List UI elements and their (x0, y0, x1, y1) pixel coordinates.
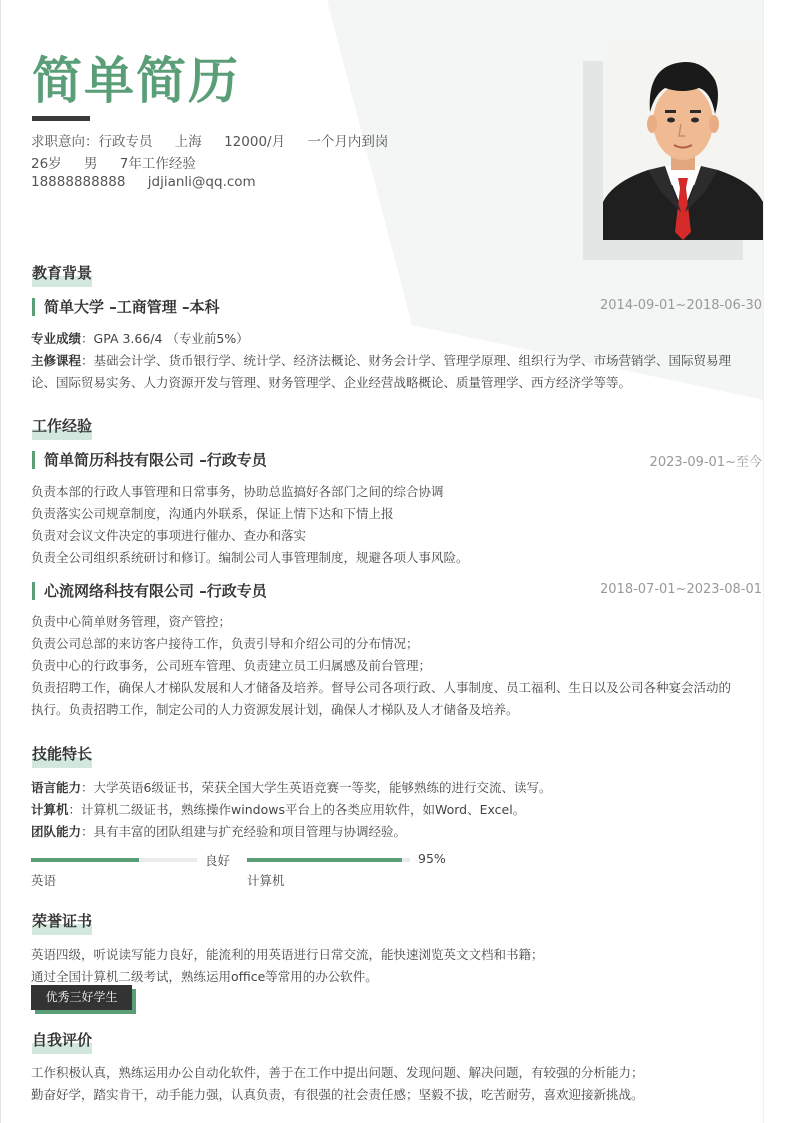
section-title-text: 教育背景 (32, 264, 93, 282)
education-score (31, 328, 762, 350)
list-item: 负责全公司组织系统研讨和修订。编制公司人事管理制度，规避各项人事风险。 (31, 550, 469, 565)
work-duties (31, 611, 762, 721)
city: 上海 (174, 134, 202, 150)
list-item: 执行。负责招聘工作，制定公司的人力资源发展计划，确保人才梯队及人才储备及培养。 (31, 702, 519, 717)
score-label: 专业成绩 (31, 331, 82, 346)
contact-line (31, 174, 274, 190)
entry-accent-bar (32, 582, 35, 600)
section-title-skills (32, 745, 92, 763)
resume-name: 简单简历 (32, 52, 240, 110)
education-date: 2014-09-01~2018-06-30 (600, 298, 762, 313)
skill-computer (31, 799, 762, 821)
courses-label: 主修课程 (31, 353, 82, 368)
list-item: 勤奋好学，踏实肯干，动手能力强，认真负责，有很强的社会责任感；坚毅不拔，吃苦耐劳，喜欢迎接新挑战。 (31, 1087, 644, 1102)
entry-accent-bar (32, 451, 35, 469)
section-title-self-eval (32, 1031, 92, 1049)
work-date: 2023-09-01~至今 (649, 455, 762, 470)
section-title-education (32, 264, 92, 282)
skill-bar-english (31, 858, 197, 862)
basic-info-line (31, 152, 214, 172)
phone: 18888888888 (31, 174, 126, 190)
courses-line: ：基础会计学、货币银行学、统计学、经济法概论、财务会计学、管理学原理、组织行为学、市场营销学、国际贸易理 (81, 353, 732, 368)
section-title-text: 自我评价 (32, 1031, 93, 1049)
skill-label: 语言能力 (31, 780, 82, 795)
avatar (603, 42, 763, 240)
section-title-text: 荣誉证书 (32, 912, 93, 930)
education-courses-cont: 论、国际贸易实务、人力资源开发与管理、财务管理学、企业经营战略概论、质量管理学、西方经济学等等。 (31, 375, 632, 390)
work-date: 2018-07-01~2023-08-01 (600, 582, 762, 597)
email: jdjianli@qq.com (147, 174, 256, 190)
list-item: 负责公司总部的来访客户接待工作，负责引导和介绍公司的分布情况； (31, 636, 419, 651)
list-item: 负责中心的行政事务，公司班车管理、负责建立员工归属感及前台管理； (31, 658, 432, 673)
education-details (31, 328, 762, 394)
job-intent-line (31, 130, 406, 150)
objective-value: 行政专员 (98, 134, 153, 150)
list-item: 负责中心简单财务管理，资产管控； (31, 614, 232, 629)
list-item: 工作积极认真，熟练运用办公自动化软件，善于在工作中提出问题、发现问题、解决问题，有较强的分析能力； (31, 1065, 644, 1080)
education-school: 简单大学 –工商管理 –本科 (44, 298, 220, 316)
skill-bar-fill (247, 858, 402, 862)
skill-text: ：具有丰富的团队组建与扩充经验和项目管理与协调经验。 (81, 824, 407, 839)
section-title-honors (32, 912, 92, 930)
skill-bar-computer (247, 858, 410, 862)
avatar-portrait-icon (603, 42, 763, 240)
score-value: ：GPA 3.66/4 （专业前5%） (81, 331, 249, 346)
work-company: 心流网络科技有限公司 –行政专员 (44, 582, 267, 600)
objective-label: 求职意向： (31, 134, 99, 150)
age: 26岁 (31, 156, 62, 172)
entry-accent-bar (32, 298, 35, 316)
skill-level-computer: 95% (418, 851, 446, 866)
self-eval-details (31, 1062, 762, 1106)
skill-text: ：大学英语6级证书，荣获全国大学生英语竞赛一等奖，能够熟练的进行交流、读写。 (81, 780, 552, 795)
work-company: 简单简历科技有限公司 –行政专员 (44, 451, 267, 469)
work-duties (31, 481, 762, 569)
gender: 男 (83, 156, 98, 172)
skill-name-english: 英语 (31, 873, 57, 888)
work-entry-header (32, 449, 762, 471)
list-item: 负责对会议文件决定的事项进行催办、查办和落实 (31, 528, 307, 543)
skill-label: 计算机 (31, 802, 69, 817)
list-item: 负责招聘工作，确保人才梯队发展和人才储备及培养。督导公司各项行政、人事制度、员工福利、生日以及公司各种宴会活动的 (31, 680, 732, 695)
skill-name-computer: 计算机 (247, 873, 285, 888)
list-item: 通过全国计算机二级考试，熟练运用office等常用的办公软件。 (31, 969, 378, 984)
list-item: 英语四级，听说读写能力良好，能流利的用英语进行日常交流，能快速浏览英文文档和书籍； (31, 947, 544, 962)
award-tag: 优秀三好学生 (31, 985, 132, 1010)
skill-language (31, 777, 762, 799)
section-title-work (32, 417, 92, 435)
skill-level-english: 良好 (205, 853, 231, 868)
name-underline (32, 116, 90, 121)
section-title-text: 工作经验 (32, 417, 93, 435)
skill-team (31, 821, 762, 843)
skill-text: ：计算机二级证书，熟练操作windows平台上的各类应用软件，如Word、Excel。 (68, 802, 526, 817)
education-courses (31, 350, 762, 372)
list-item: 负责本部的行政人事管理和日常事务，协助总监搞好各部门之间的综合协调 (31, 484, 444, 499)
skill-label: 团队能力 (31, 824, 82, 839)
availability: 一个月内到岗 (307, 134, 389, 150)
salary: 12000/月 (224, 134, 286, 150)
skill-bar-fill (31, 858, 139, 862)
work-entry-header (32, 580, 762, 602)
honors-details (31, 944, 762, 988)
experience-years: 7年工作经验 (119, 156, 196, 172)
section-title-text: 技能特长 (32, 745, 93, 763)
objective (31, 134, 153, 150)
education-entry-header (32, 296, 762, 318)
skills-details (31, 777, 762, 843)
list-item: 负责落实公司规章制度，沟通内外联系，保证上情下达和下情上报 (31, 506, 394, 521)
